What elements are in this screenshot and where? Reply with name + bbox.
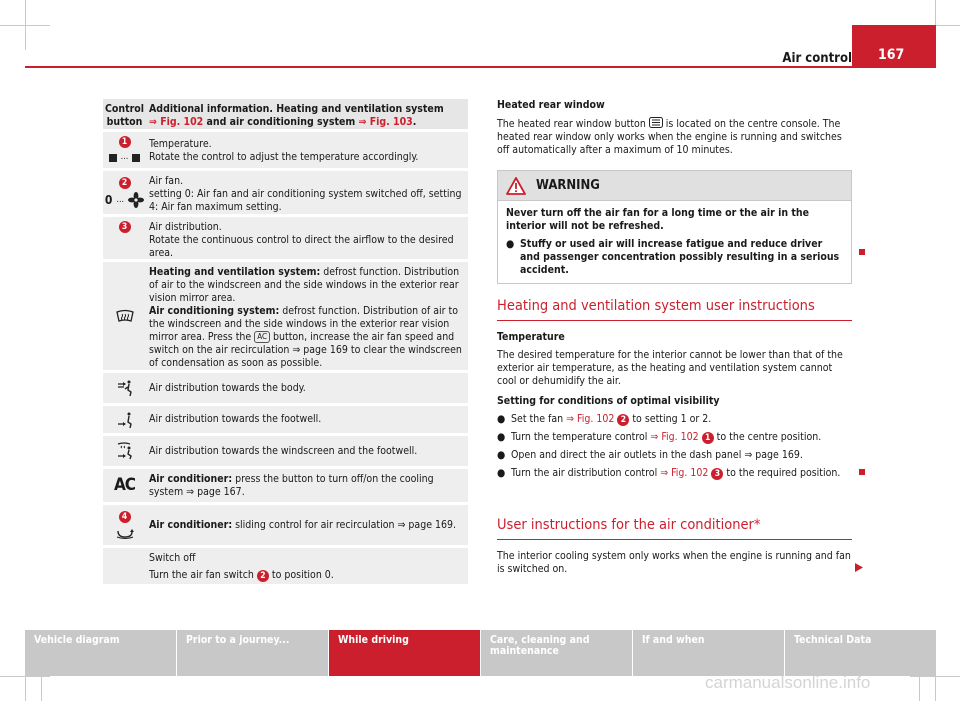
ac-key: AC — [254, 331, 270, 343]
table-row: Air distribution towards the footwell. — [103, 406, 468, 433]
nav-tab-vehicle-diagram[interactable]: Vehicle diagram — [25, 630, 176, 676]
callout-number: 4 — [119, 511, 131, 523]
nav-tab-if-and-when[interactable]: If and when — [633, 630, 784, 676]
nav-tab-prior-to-journey[interactable]: Prior to a journey... — [177, 630, 328, 676]
crop-mark — [0, 676, 50, 677]
table-row: Heating and ventilation system: defrost function. Distribution of air to the windscreen and the side windows in the exterior rear vision mirror area. Air conditioning system: defrost function. Distribution of air to the windscreen and the side windows in the exterior rear vision mirror area. Press the AC button, increase the air fan speed and switch on the air recirculation ⇒ page 169 to clear the windscreen of condensation as soon as possible. — [103, 262, 468, 370]
page-header-title: Air control — [782, 51, 852, 66]
list-item: ● Turn the temperature control ⇒ Fig. 102 1 to the centre position. — [497, 431, 822, 443]
watermark: carmanualsonline.info — [705, 673, 871, 692]
warning-icon — [506, 177, 526, 195]
callout-number: 1 — [119, 136, 131, 148]
heated-rear-window-section: Heated rear window The heated rear window button is located on the centre console. The heated rear window only works when the engine is running and switches off automatically after a maximum of 10 minutes. — [497, 99, 852, 157]
fig-link[interactable]: ⇒ Fig. 102 — [660, 467, 709, 479]
callout-number: 2 — [119, 177, 131, 189]
rear-window-heater-icon — [649, 117, 663, 128]
callout-number: 2 — [257, 570, 269, 582]
table-row: AC Air conditioner: press the button to turn off/on the cooling system ⇒ page 167. — [103, 469, 468, 502]
page-number: 167 — [852, 25, 936, 68]
end-marker — [859, 469, 865, 475]
crop-mark — [910, 676, 960, 677]
air-windscreen-footwell-icon — [116, 442, 134, 460]
list-item: ● Turn the air distribution control ⇒ Fig. 102 3 to the required position. — [497, 467, 841, 479]
callout-number: 3 — [119, 221, 131, 233]
table-header-row — [103, 99, 468, 129]
control-table — [103, 99, 468, 587]
air-body-icon — [116, 379, 134, 397]
table-row: 3 Air distribution. Rotate the continuous control to direct the airflow to the desired area. — [103, 217, 468, 259]
table-row: 1 ... Temperature. Rotate the control to adjust the temperature accordingly. — [103, 132, 468, 168]
recirculation-icon — [116, 527, 134, 539]
section-title-heating: Heating and ventilation system user instructions — [497, 298, 852, 321]
continue-arrow-icon — [855, 563, 863, 572]
ac-icon: AC — [113, 475, 136, 495]
fig-link[interactable]: ⇒ Fig. 103 — [358, 116, 413, 128]
nav-tab-while-driving[interactable]: While driving — [329, 630, 480, 676]
chapter-nav — [25, 630, 936, 676]
temp-hot-icon — [132, 154, 140, 162]
end-marker — [859, 249, 865, 255]
rear-window-title: Heated rear window — [497, 99, 605, 111]
warning-title: WARNING — [536, 178, 600, 193]
table-row: Air distribution towards the body. — [103, 373, 468, 403]
nav-tab-care-cleaning[interactable]: Care, cleaning and maintenance — [481, 630, 632, 676]
list-item: ● Open and direct the air outlets in the dash panel ⇒ page 169. — [497, 449, 803, 461]
crop-mark — [919, 676, 920, 701]
table-header-info: Additional information. Heating and ventilation system ⇒ Fig. 102 and air conditioning system ⇒ Fig. 103. — [149, 103, 444, 128]
table-row: Switch off Turn the air fan switch 2 to position 0. — [103, 548, 468, 584]
fig-link[interactable]: ⇒ Fig. 102 — [566, 413, 615, 425]
ac-instructions: The interior cooling system only works when the engine is running and fan is switched on. — [497, 550, 851, 575]
list-item: ● Set the fan ⇒ Fig. 102 2 to setting 1 or 2. — [497, 413, 712, 425]
fig-link[interactable]: ⇒ Fig. 102 — [650, 431, 699, 443]
nav-tab-technical-data[interactable]: Technical Data — [785, 630, 936, 676]
crop-mark — [41, 676, 42, 701]
table-row: Air distribution towards the windscreen and the footwell. — [103, 436, 468, 466]
fan-icon — [128, 192, 144, 208]
table-row: 2 0 ... Air fan. setting 0: Air fan and air conditioning system switched off, setting 4: Air fan maximum setting. — [103, 171, 468, 214]
crop-mark — [0, 25, 50, 26]
defrost-windscreen-icon — [116, 309, 134, 323]
air-footwell-icon — [116, 411, 134, 429]
fig-link[interactable]: ⇒ Fig. 102 — [149, 116, 204, 128]
header-rule — [25, 66, 936, 68]
table-row: 4 Air conditioner: sliding control for air recirculation ⇒ page 169. — [103, 505, 468, 545]
table-header-control: Control button — [104, 103, 145, 128]
heating-instructions: Temperature The desired temperature for the interior cannot be lower than that of the exterior air temperature, as the heating and ventilation system cannot cool or dehumidify the air. Setting for conditions of optimal visibility ● Set the fan ⇒ Fig. 102 2 to setting 1 or 2. ● Turn the temperature control ⇒ Fig. 102 1 to the centre position. ● Open and direct the air outlets in the dash panel ⇒ page 169. ● Turn the air distribution control ⇒ Fig. 102 3 to the required position. — [497, 331, 852, 480]
warning-box: WARNING Never turn off the air fan for a long time or the air in the interior will not be refreshed. ● Stuffy or used air will increase fatigue and reduce driver and passenger concentration possibly resulting in a serious accident. — [497, 170, 852, 284]
temp-cold-icon — [109, 154, 117, 162]
section-title-ac: User instructions for the air conditioner* — [497, 517, 852, 540]
